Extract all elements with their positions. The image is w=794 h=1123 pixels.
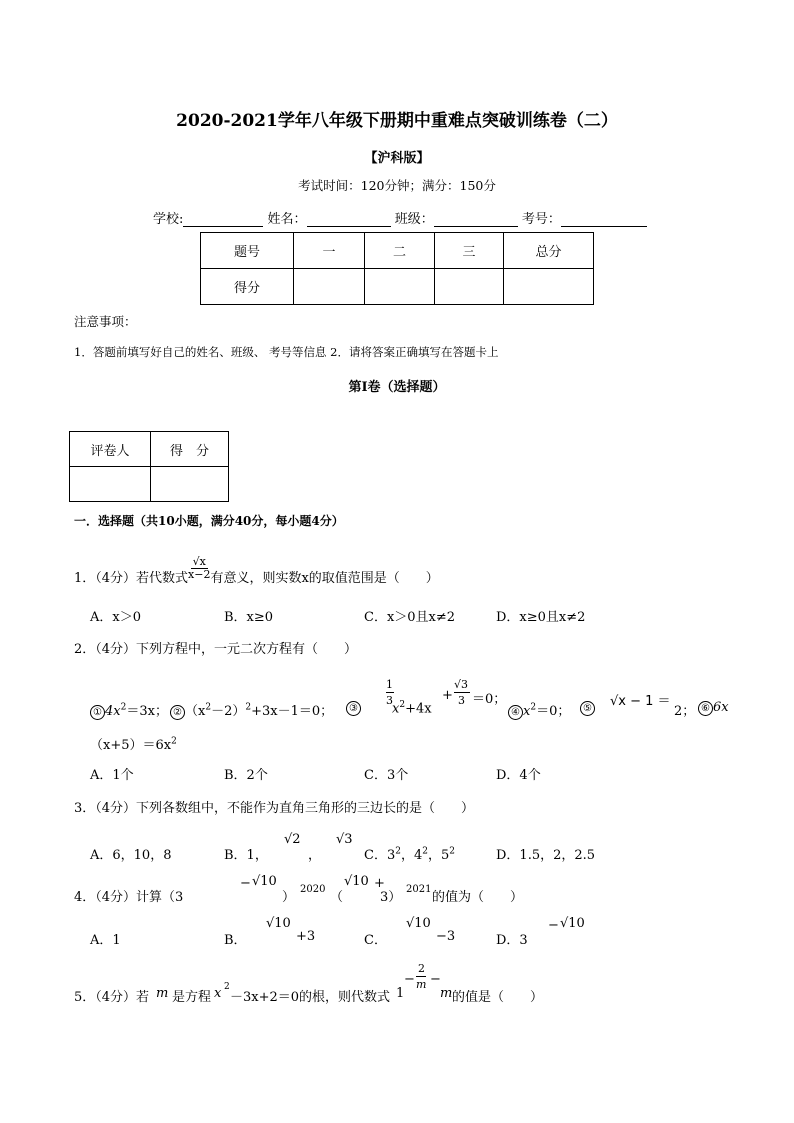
exam-id-blank[interactable] xyxy=(561,212,647,227)
question-2-equations: ① $4x^2=3x$； ② $(x^2-2)^2+3x-1=0$； ③ 1 3 $x^2+4x$ + √3 3 ＝0； ④ $x^2=0$； ⑤ √x − 1 ＝ 2； ⑥ 6x xyxy=(90,678,730,718)
name-blank[interactable] xyxy=(307,212,391,227)
q2-option-b[interactable]: B．2个 xyxy=(224,768,268,783)
paper-title: 2020-2021学年八年级下册期中重难点突破训练卷（二） xyxy=(176,111,618,131)
question-2-stem: 2．（4分）下列方程中，一元二次方程有（ ） xyxy=(74,642,358,657)
school-label: 学校: xyxy=(153,212,184,227)
score-table-header: 总分 xyxy=(504,233,594,269)
item-4-marker: ④ xyxy=(508,705,523,720)
item-3-marker: ③ xyxy=(346,701,361,716)
q4-option-b[interactable]: B． √10 +3 xyxy=(224,916,316,948)
q3-option-a[interactable]: A．6，10，8 xyxy=(90,848,172,863)
score-table-header: 二 xyxy=(365,233,435,269)
question-5-stem: 5．（4分）若 m 是方程 x 2 －3x+2＝0的根，则代数式 1 − 2 m − m 的值是（ ） xyxy=(74,962,544,1005)
class-blank[interactable] xyxy=(434,212,518,227)
q4-option-d[interactable]: D．3 − √10 xyxy=(496,916,585,948)
score-cell[interactable] xyxy=(504,269,594,305)
question-3-stem: 3．（4分）下列各数组中，不能作为直角三角形的三边长的是（ ） xyxy=(74,801,475,816)
fraction-numerator: √x xyxy=(192,555,206,568)
item-1-marker: ① xyxy=(90,705,105,720)
q1-option-c[interactable]: C．x＞0且x≠2 xyxy=(364,610,456,625)
section-title: 第Ⅰ卷（选择题） xyxy=(348,380,446,395)
notes-text: 1．答题前填写好自己的姓名、班级、 考号等信息 2．请将答案正确填写在答题卡上 xyxy=(74,345,499,359)
q3-option-c[interactable]: C．$3^2$，$4^2$，$5^2$ xyxy=(364,846,455,863)
class-label: 班级： xyxy=(394,212,434,227)
score-cell[interactable] xyxy=(435,269,504,305)
grader-label: 评卷人 xyxy=(70,432,151,467)
id-label: 考号： xyxy=(521,212,561,227)
question-1-fraction xyxy=(188,556,210,581)
score-table-header: 题号 xyxy=(201,233,294,269)
q2-option-d[interactable]: D．4个 xyxy=(496,768,541,783)
question-1-suffix: 有意义，则实数x的取值范围是（ ） xyxy=(210,571,439,586)
q2-option-c[interactable]: C．3个 xyxy=(364,768,409,783)
question-4-stem: 4．（4分）计算（3 − √10 ） 2020 （ √10 + 3） 2021 的值为（ ） xyxy=(74,874,524,905)
score-label: 得 分 xyxy=(151,432,229,467)
score-cell[interactable] xyxy=(151,467,229,502)
score-row-label: 得分 xyxy=(201,269,294,305)
score-cell[interactable] xyxy=(365,269,435,305)
q1-option-b[interactable]: B．x≥0 xyxy=(224,610,274,625)
exam-info: 考试时间：120分钟；满分：150分 xyxy=(298,178,496,193)
question-2-line2: $(x+5)=6x^2$ xyxy=(90,736,177,753)
fraction-denominator: x−2 xyxy=(188,568,211,581)
score-table xyxy=(200,232,594,305)
notes-heading: 注意事项： xyxy=(74,314,137,329)
q3-option-b[interactable]: B．1， √2 ， √3 xyxy=(224,832,353,863)
edition-label: 【沪科版】 xyxy=(364,151,430,166)
name-label: 姓名： xyxy=(267,212,307,227)
q4-option-a[interactable]: A．1 xyxy=(90,933,121,948)
q1-option-a[interactable]: A．x＞0 xyxy=(90,610,141,625)
score-table-header: 三 xyxy=(435,233,504,269)
school-blank[interactable] xyxy=(183,212,263,227)
q2-option-a[interactable]: A．1个 xyxy=(90,768,134,783)
score-cell[interactable] xyxy=(294,269,365,305)
q3-option-d[interactable]: D．1.5，2，2.5 xyxy=(496,848,596,863)
item-5-marker: ⑤ xyxy=(580,701,595,716)
grader-cell[interactable] xyxy=(70,467,151,502)
item-6-marker: ⑥ xyxy=(698,701,713,716)
question-1-prefix: 1．（4分）若代数式 xyxy=(74,571,189,586)
question-1 xyxy=(74,555,439,591)
score-table-header: 一 xyxy=(294,233,365,269)
part-title: 一．选择题（共10小题，满分40分，每小题4分） xyxy=(74,514,344,528)
q1-option-d[interactable]: D．x≥0且x≠2 xyxy=(496,610,586,625)
item-2-marker: ② xyxy=(170,705,185,720)
grader-table xyxy=(69,431,229,502)
student-info-line xyxy=(153,208,647,227)
q4-option-c[interactable]: C． √10 −3 xyxy=(364,916,456,948)
